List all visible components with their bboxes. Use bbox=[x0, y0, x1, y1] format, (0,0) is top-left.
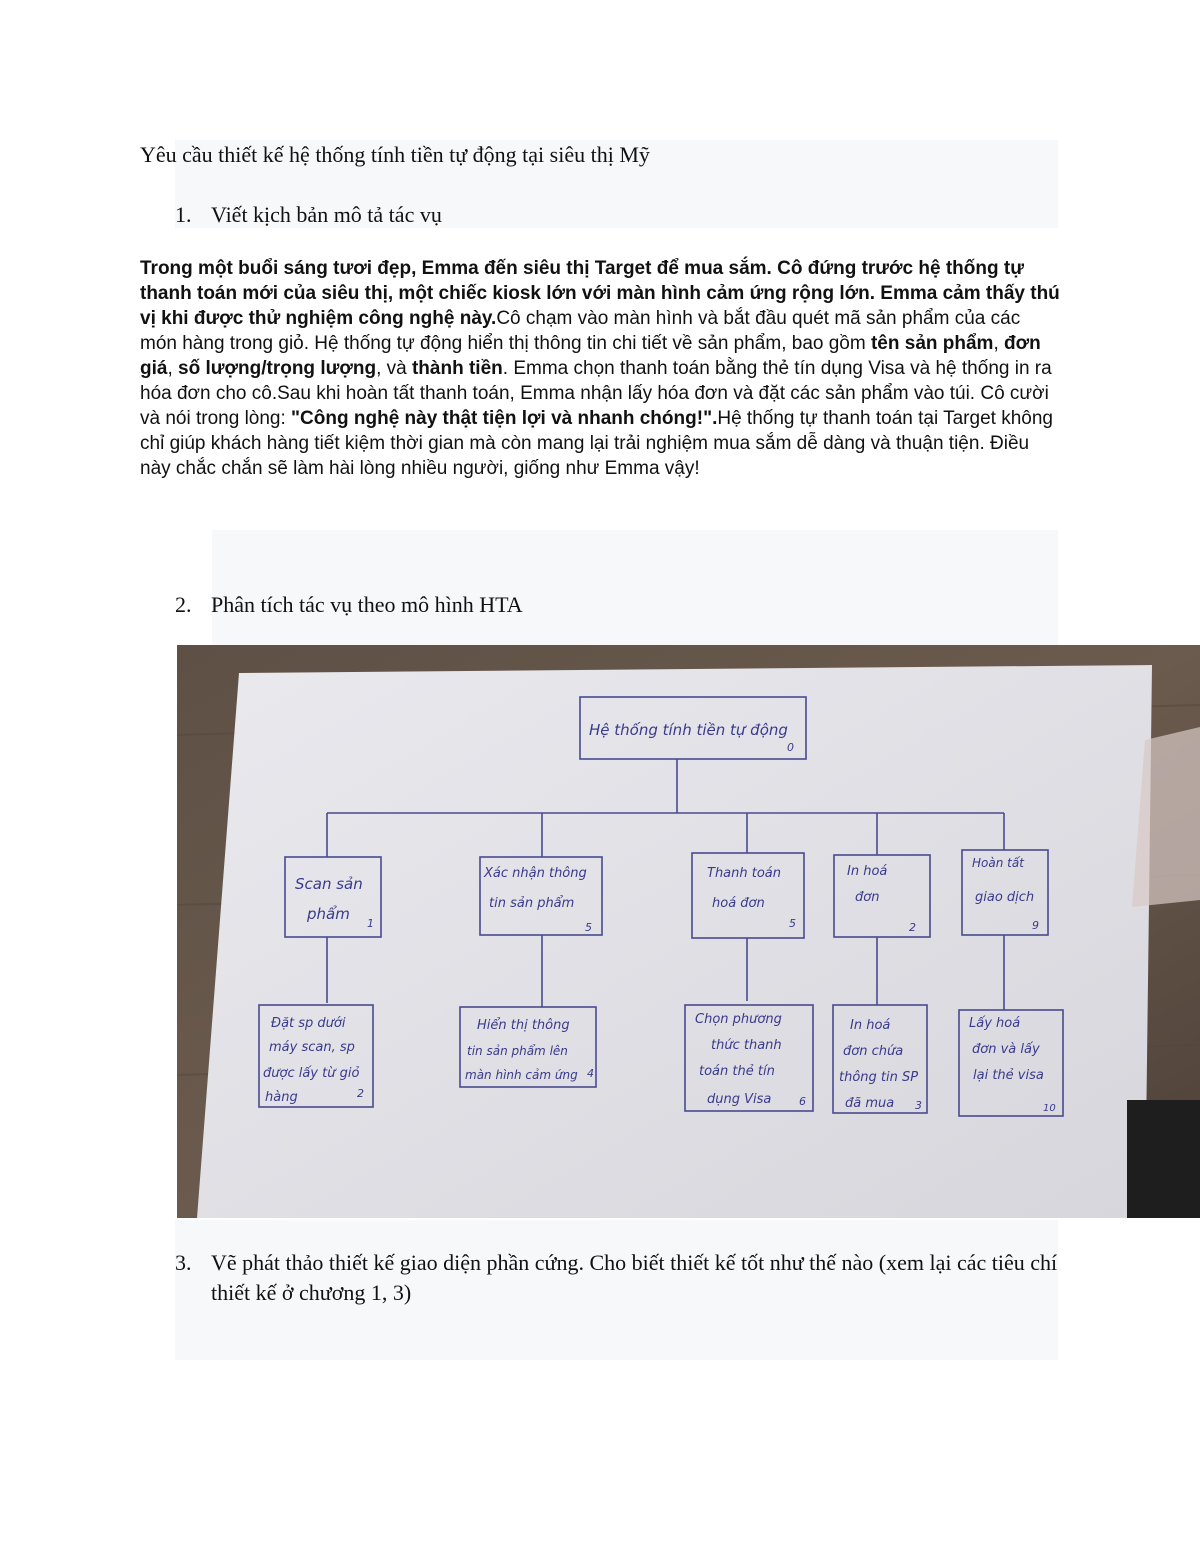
term-total: thành tiền bbox=[411, 358, 503, 379]
subtask-label: Đặt sp dưới bbox=[271, 1016, 346, 1031]
step-number: 6 bbox=[799, 1095, 806, 1108]
step-number: 5 bbox=[585, 921, 592, 934]
subtask-label: hàng bbox=[265, 1090, 298, 1105]
subtask-label: máy scan, sp bbox=[269, 1040, 355, 1055]
subtask-label: dụng Visa bbox=[707, 1092, 772, 1107]
subtask-label: thông tin SP bbox=[839, 1070, 919, 1085]
section-2-heading bbox=[175, 590, 1055, 622]
phone-corner bbox=[1127, 1100, 1200, 1218]
step-number: 2 bbox=[909, 921, 916, 934]
task-label: Scan sản bbox=[295, 875, 363, 893]
scenario-paragraph bbox=[140, 256, 1060, 481]
hta-diagram-photo bbox=[177, 645, 1200, 1218]
scenario-text: Hệ thống tự thanh toán tại Target không chỉ giúp khách hàng tiết kiệm thời gian mà còn mang lại trải nghiệm mua sắm dễ dàng và thuận tiện. Điều này chắc chắn sẽ làm hài lòng nhiều người, giống như Emma vậy! bbox=[140, 408, 1053, 479]
task-label: đơn bbox=[855, 890, 880, 905]
subtask-label: Hiển thị thông bbox=[477, 1018, 570, 1033]
subtask-label: lại thẻ visa bbox=[973, 1068, 1044, 1083]
separator: , bbox=[993, 333, 1005, 354]
task-label: hoá đơn bbox=[712, 896, 765, 911]
subtask-label: đã mua bbox=[845, 1096, 895, 1111]
scenario-text: . Emma chọn thanh toán bằng thẻ tín dụng Visa và hệ thống in ra hóa đơn cho cô.Sau khi hoàn tất thanh toán, Emma nhận lấy hóa đơn và đặt các sản phẩm vào túi. Cô cười và nói trong lòng: bbox=[140, 358, 1052, 429]
subtask-label: Chọn phương bbox=[695, 1012, 782, 1027]
section-number: 1. bbox=[175, 202, 192, 227]
subtask-label: đơn và lấy bbox=[972, 1042, 1040, 1057]
term-product-name: tên sản phẩm bbox=[870, 333, 994, 354]
subtask-label: được lấy từ giỏ bbox=[263, 1066, 360, 1081]
step-number: 1 bbox=[367, 917, 374, 930]
scenario-text: Cô chạm vào màn hình và bắt đầu quét mã sản phẩm của các món hàng trong giỏ. Hệ thống tự động hiển thị thông tin chi tiết về sản phẩm, bao gồm bbox=[140, 308, 1021, 354]
subtask-label: đơn chứa bbox=[843, 1044, 904, 1059]
subtask-label: thức thanh bbox=[711, 1038, 782, 1053]
term-unit-price: đơn giá bbox=[140, 333, 1041, 379]
task-label: tin sản phẩm bbox=[489, 896, 575, 911]
step-number: 4 bbox=[587, 1067, 594, 1080]
section-number: 3. bbox=[175, 1250, 192, 1275]
separator: , và bbox=[376, 358, 412, 379]
page-title: Yêu cầu thiết kế hệ thống tính tiền tự động tại siêu thị Mỹ bbox=[140, 142, 650, 167]
separator: , bbox=[167, 358, 179, 379]
section-title: Vẽ phát thảo thiết kế giao diện phần cứng. Cho biết thiết kế tốt như thế nào (xem lại các tiêu chí thiết kế ở chương 1, 3) bbox=[211, 1250, 1058, 1305]
subtask-label: màn hình cảm ứng bbox=[465, 1068, 578, 1082]
step-number: 0 bbox=[787, 741, 794, 754]
paper-sheet bbox=[197, 665, 1152, 1218]
section-title: Viết kịch bản mô tả tác vụ bbox=[211, 202, 442, 227]
step-number: 2 bbox=[357, 1087, 364, 1100]
root-task-label: Hệ thống tính tiền tự động bbox=[589, 721, 788, 739]
step-number: 9 bbox=[1032, 919, 1039, 932]
task-label: In hoá bbox=[847, 864, 888, 879]
subtask-label: Lấy hoá bbox=[969, 1016, 1021, 1031]
highlight-band bbox=[212, 530, 1058, 645]
step-number: 5 bbox=[789, 917, 796, 930]
section-3-heading bbox=[175, 1248, 1058, 1312]
section-1-heading bbox=[175, 200, 1055, 232]
subtask-label: tin sản phẩm lên bbox=[467, 1044, 568, 1058]
subtask-label: In hoá bbox=[850, 1018, 891, 1033]
scenario-quote: "Công nghệ này thật tiện lợi và nhanh chóng!". bbox=[291, 408, 718, 429]
scenario-intro: Trong một buổi sáng tươi đẹp, Emma đến siêu thị Target để mua sắm. Cô đứng trước hệ thống tự thanh toán mới của siêu thị, một chiếc kiosk lớn với màn hình cảm ứng rộng lớn. Emma cảm thấy thú vị khi được thử nghiệm công nghệ này. bbox=[140, 258, 1060, 329]
step-number: 10 bbox=[1043, 1103, 1056, 1114]
term-quantity: số lượng/trọng lượng bbox=[178, 358, 377, 379]
task-label: phẩm bbox=[307, 905, 350, 923]
section-title: Phân tích tác vụ theo mô hình HTA bbox=[211, 592, 523, 617]
task-label: Thanh toán bbox=[707, 866, 782, 881]
step-number: 3 bbox=[915, 1099, 922, 1112]
subtask-label: toán thẻ tín bbox=[699, 1064, 775, 1079]
task-label: Hoàn tất bbox=[972, 856, 1024, 870]
task-label: Xác nhận thông bbox=[484, 866, 587, 881]
section-number: 2. bbox=[175, 592, 192, 617]
task-label: giao dịch bbox=[975, 890, 1035, 905]
